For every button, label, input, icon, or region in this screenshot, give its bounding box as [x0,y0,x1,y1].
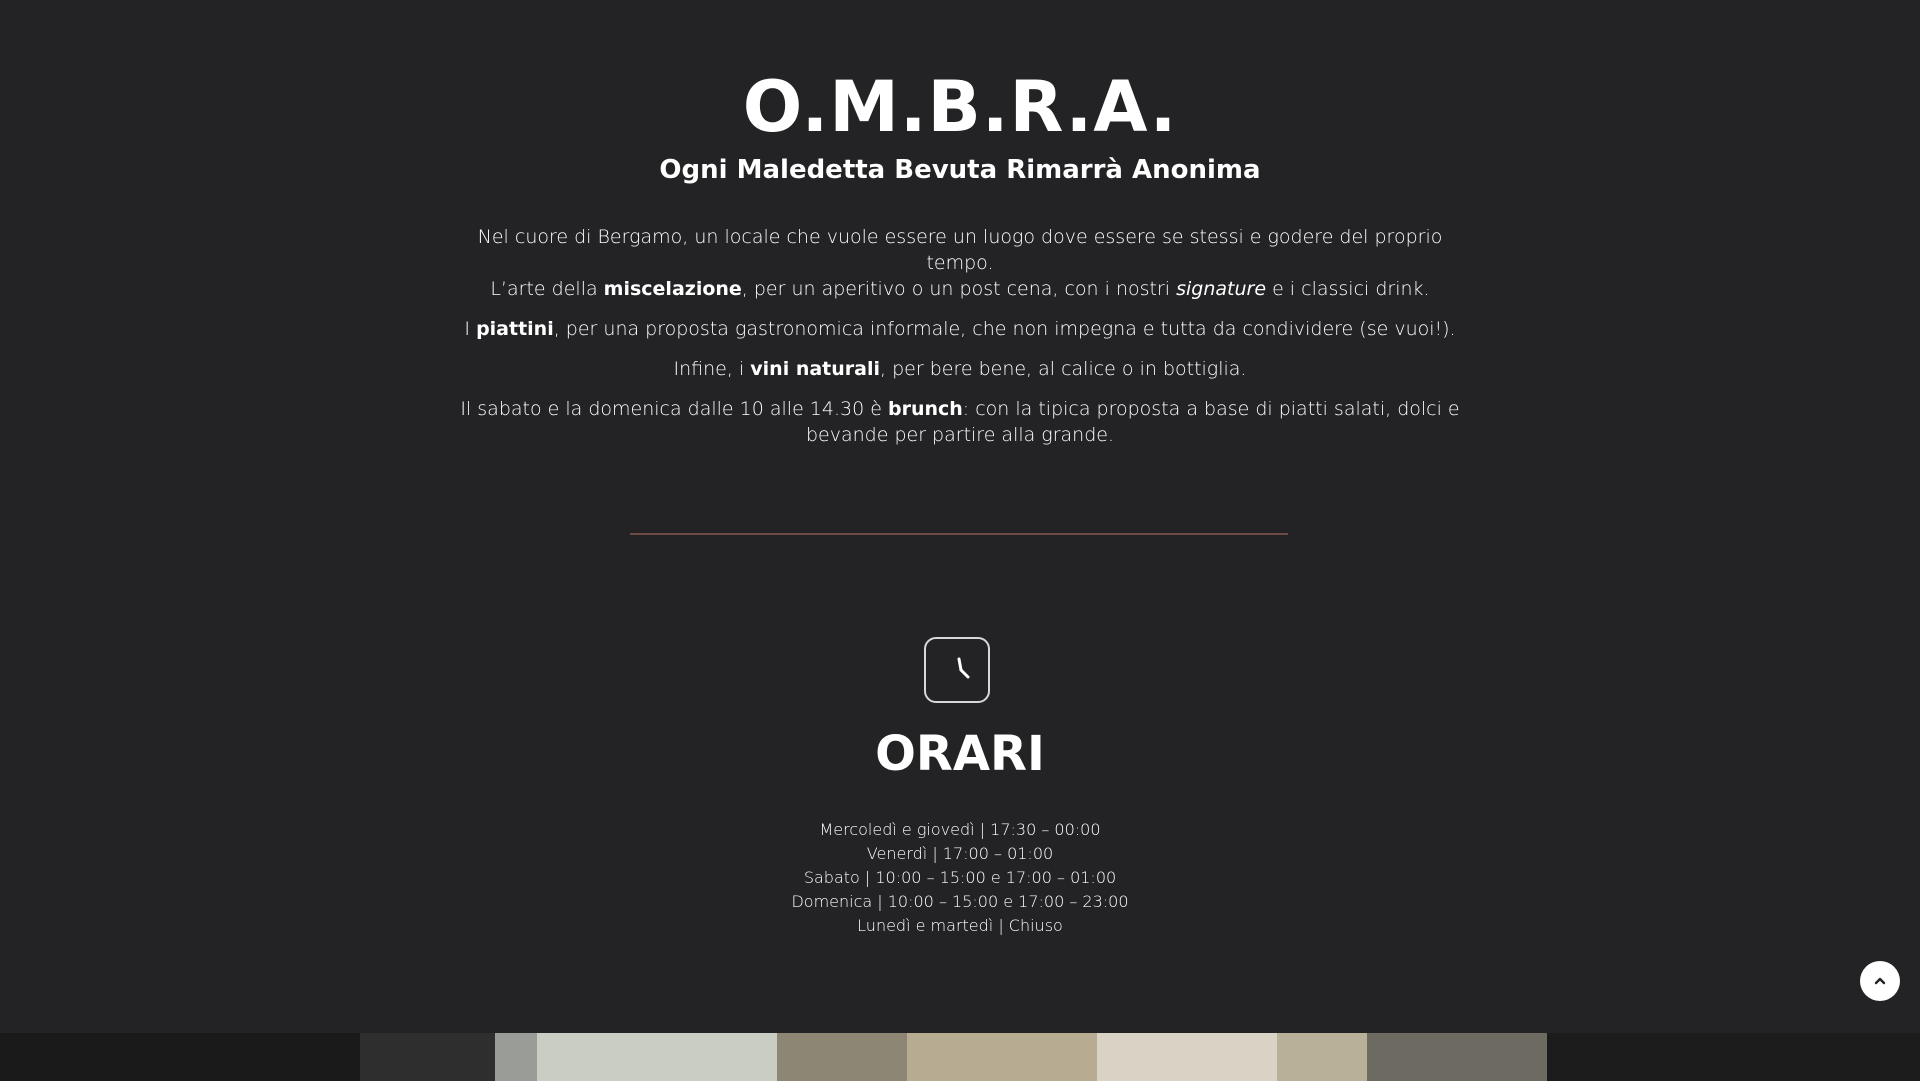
intro-p2-post: , per una proposta gastronomica informale, che non impegna e tutta da condividere (se vuoi!). [553,318,1456,340]
intro-p2-bold: piattini [476,318,554,340]
photo-segment [495,1033,537,1081]
photo-segment [1277,1033,1367,1081]
hours-row: Lunedì e martedì | Chiuso [857,916,1063,935]
photo-segment [907,1033,1097,1081]
photo-segment [777,1033,907,1081]
photo-segment [1547,1033,1920,1081]
brand-title: O.M.B.R.A. [742,66,1178,148]
intro-p2-pre: I [464,318,477,340]
photo-segment [0,1033,360,1081]
brand-subtitle: Ogni Maledetta Bevuta Rimarrà Anonima [659,155,1261,185]
intro-p4-post: : con la tipica proposta a base di piatti salati, dolci e bevande per partire alla grande. [805,398,1460,446]
intro-paragraph-3 [460,356,1460,382]
chevron-up-icon [1873,974,1887,988]
intro-p1-line-a: Nel cuore di Bergamo, un locale che vuole essere un luogo dove essere se stessi e godere del proprio tempo. [477,226,1443,274]
intro-p1-b-italic: signature [1176,278,1267,300]
intro-p3-pre: Infine, i [673,358,751,380]
section-divider [630,533,1288,535]
hours-row: Venerdì | 17:00 – 01:00 [866,844,1054,863]
photo-segment [1097,1033,1277,1081]
hours-row: Domenica | 10:00 – 15:00 e 17:00 – 23:00 [791,892,1129,911]
intro-p1-b-pre: L’arte della [490,278,604,300]
intro-paragraph-2 [460,316,1460,342]
intro-p1-b-mid: , per un aperitivo o un post cena, con i nostri [741,278,1177,300]
hours-row: Mercoledì e giovedì | 17:30 – 00:00 [819,820,1101,839]
intro-p1-b-bold: miscelazione [603,278,742,300]
photo-segment [1367,1033,1547,1081]
intro-p3-post: , per bere bene, al calice o in bottiglia. [880,358,1247,380]
photo-segment [360,1033,495,1081]
background-photo-strip [0,1033,1920,1081]
intro-p1-b-post: e i classici drink. [1266,278,1430,300]
intro-p4-bold: brunch [887,398,963,420]
intro-paragraph-4 [460,396,1460,448]
hours-list [660,818,1260,938]
scroll-to-top-button[interactable] [1860,961,1900,1001]
hours-title: ORARI [875,726,1045,782]
hours-row: Sabato | 10:00 – 15:00 e 17:00 – 01:00 [803,868,1117,887]
clock-icon [924,637,990,703]
intro-paragraph-1 [460,224,1460,302]
intro-text [460,224,1460,462]
intro-p4-pre: Il sabato e la domenica dalle 10 alle 14.30 è [460,398,888,420]
intro-p3-bold: vini naturali [750,358,881,380]
photo-segment [537,1033,777,1081]
